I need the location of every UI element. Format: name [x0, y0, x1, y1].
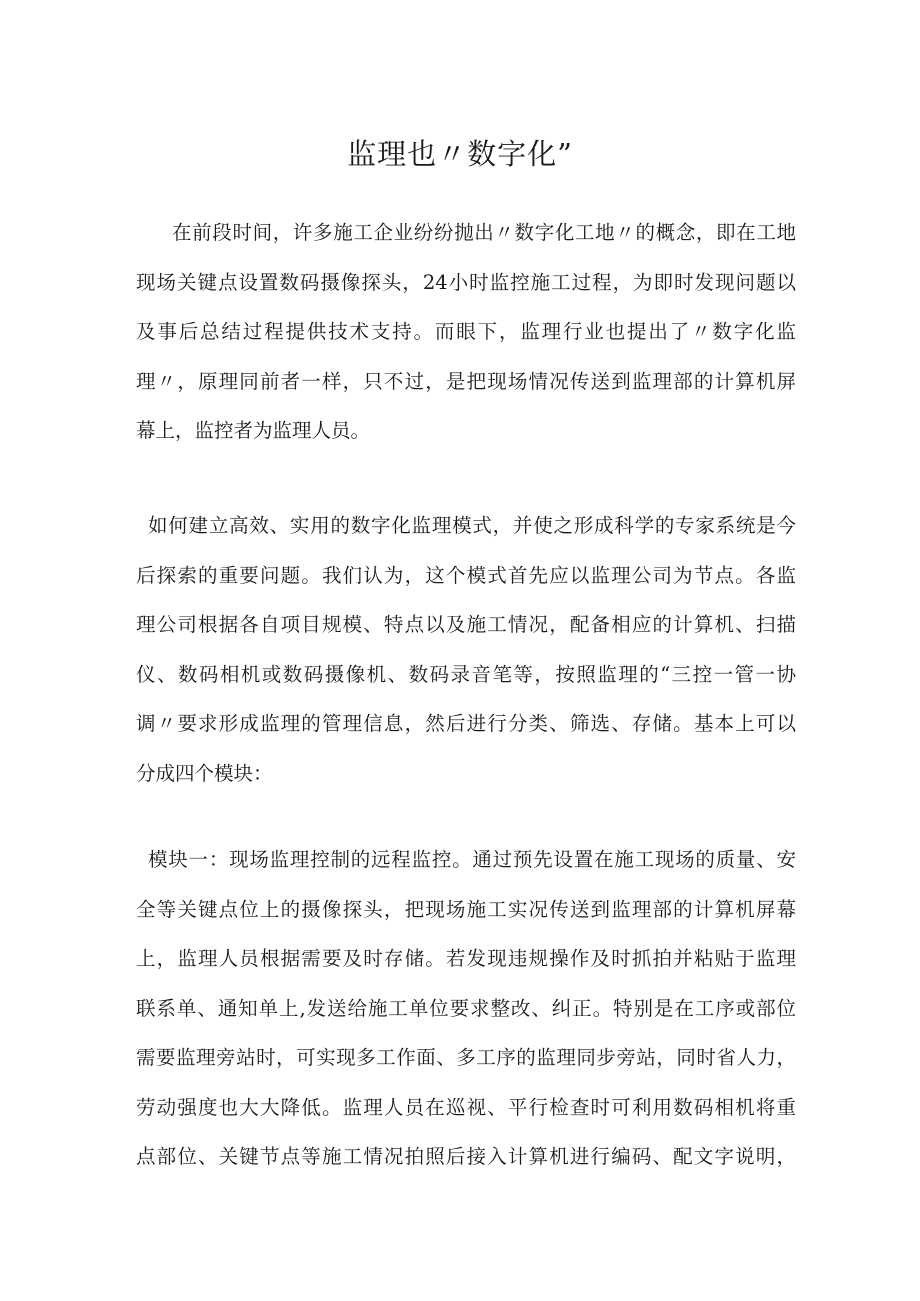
paragraph-line: 在前段时间，许多施工企业纷纷抛出〃数字化工地〃的概念，即在工地	[172, 221, 796, 244]
paragraph-digital-site	[136, 208, 796, 456]
paragraph-line: 如何建立高效、实用的数字化监理模式，并使之形成科学的专家系统是今	[148, 514, 796, 537]
paragraph-line: 理公司根据各自项目规模、特点以及施工情况，配备相应的计算机、扫描	[136, 613, 796, 636]
page-title: 监理也〃数字化”	[347, 137, 573, 171]
paragraph-line: 模块一：现场监理控制的远程监控。通过预先设置在施工现场的质量、安	[148, 848, 796, 871]
paragraph-line: 联系单、通知单上,发送给施工单位要求整改、纠正。特别是在工序或部位	[136, 996, 796, 1020]
paragraph-module-one	[136, 835, 796, 1182]
paragraph-line: 及事后总结过程提供技术支持。而眼下，监理行业也提出了〃数字化监	[136, 320, 796, 343]
paragraph-line: 需要监理旁站时，可实现多工作面、多工序的监理同步旁站，同时省人力，	[136, 1046, 796, 1069]
paragraph-line: 仪、数码相机或数码摄像机、数码录音笔等，按照监理的“三控一管一协	[136, 662, 796, 686]
paragraph-line: 点部位、关键节点等施工情况拍照后接入计算机进行编码、配文字说明，	[136, 1145, 796, 1168]
paragraph-line: 理〃，原理同前者一样，只不过，是把现场情况传送到监理部的计算机屏	[136, 369, 796, 393]
paragraph-line: 劳动强度也大大降低。监理人员在巡视、平行检查时可利用数码相机将重	[136, 1095, 796, 1119]
paragraph-line: 分成四个模块：	[136, 761, 273, 785]
paragraph-supervision-model	[136, 501, 796, 798]
paragraph-line: 调〃要求形成监理的管理信息，然后进行分类、筛选、存储。基本上可以	[136, 712, 796, 735]
paragraph-line: 后探索的重要问题。我们认为，这个模式首先应以监理公司为节点。各监	[136, 563, 796, 587]
paragraph-line: 上，监理人员根据需要及时存储。若发现违规操作及时抓拍并粘贴于监理	[136, 947, 796, 970]
paragraph-line: 全等关键点位上的摄像探头，把现场施工实况传送到监理部的计算机屏幕	[136, 897, 796, 921]
paragraph-line: 现场关键点设置数码摄像探头，24小时监控施工过程，为即时发现问题以	[136, 270, 796, 294]
paragraph-line: 幕上，监控者为监理人员。	[136, 419, 371, 442]
